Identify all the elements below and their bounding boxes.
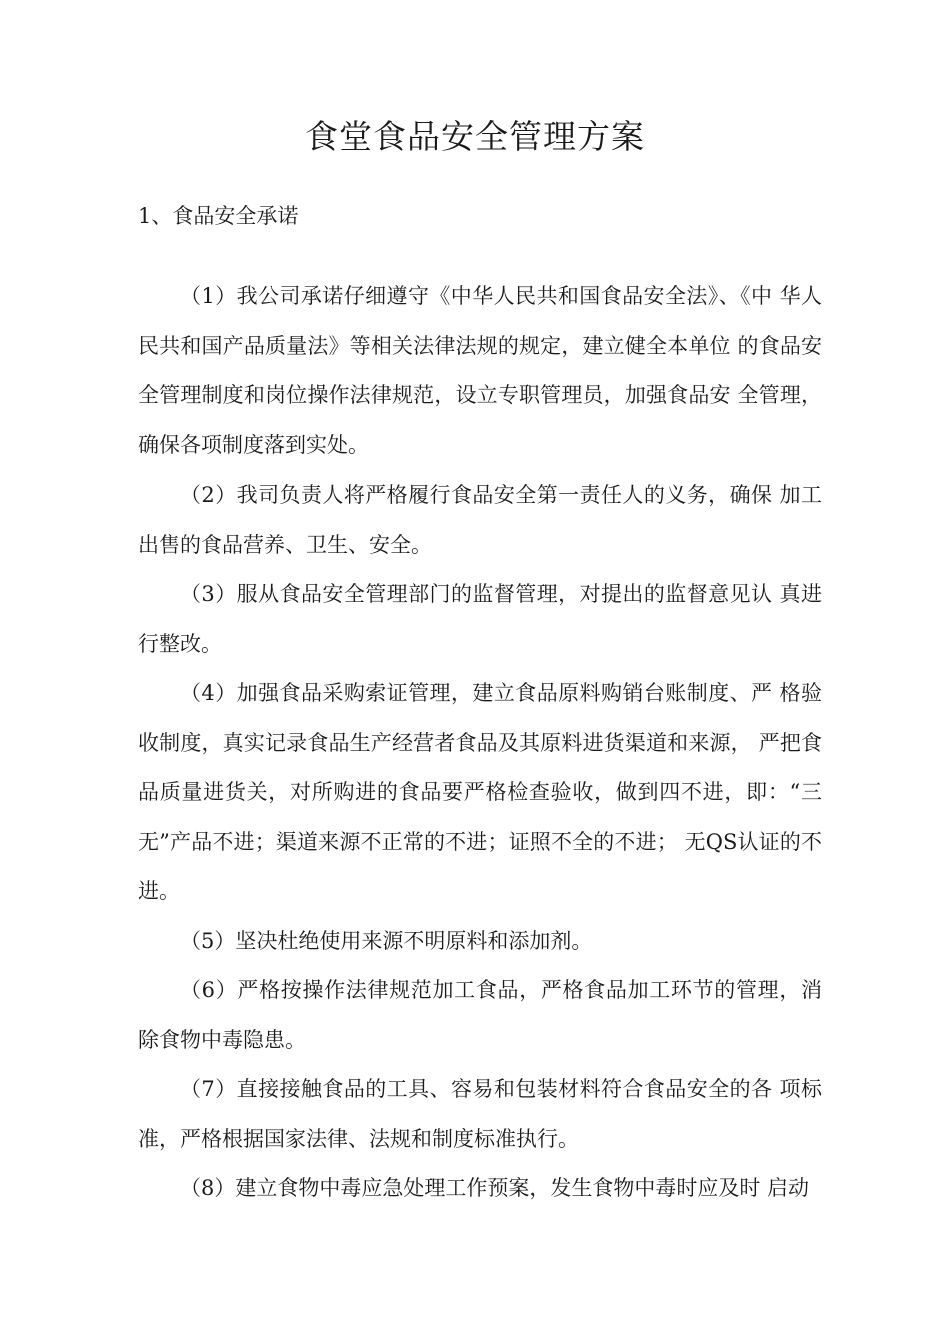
document-title: 食堂食品安全管理方案 [305, 117, 645, 156]
paragraph-2: （2）我司负责人将严格履行食品安全第一责任人的义务，确保 加工出售的食品营养、卫生、安全。 [138, 483, 822, 557]
section-heading: 1、食品安全承诺 [138, 204, 299, 228]
paragraph-8: （8）建立食物中毒应急处理工作预案，发生食物中毒时应及时 启动 [180, 1176, 810, 1200]
paragraph-1: （1）我公司承诺仔细遵守《中华人民共和国食品安全法》、《中 华人民共和国产品质量法》等相关法律法规的规定，建立健全本单位 的食品安全管理制度和岗位操作法律规范，设立专职管理员，加强食品安 全管理，确保各项制度落到实处。 [138, 284, 822, 457]
paragraph-3: （3）服从食品安全管理部门的监督管理，对提出的监督意见认 真进行整改。 [138, 582, 822, 656]
paragraph-6: （6）严格按操作法律规范加工食品，严格食品加工环节的管理，消除食物中毒隐患。 [138, 978, 822, 1052]
paragraph-5: （5）坚决杜绝使用来源不明原料和添加剂。 [180, 929, 593, 953]
paragraph-7: （7）直接接触食品的工具、容易和包装材料符合食品安全的各 项标准，严格根据国家法律、法规和制度标准执行。 [138, 1077, 822, 1151]
paragraph-4: （4）加强食品采购索证管理，建立食品原料购销台账制度、严 格验收制度，真实记录食品生产经营者食品及其原料进货渠道和来源， 严把食品质量进货关，对所购进的食品要严格检查验收，做到四不进，即：“三无”产品不进；渠道来源不正常的不进；证照不全的不进； 无QS认证的不进。 [138, 681, 822, 903]
